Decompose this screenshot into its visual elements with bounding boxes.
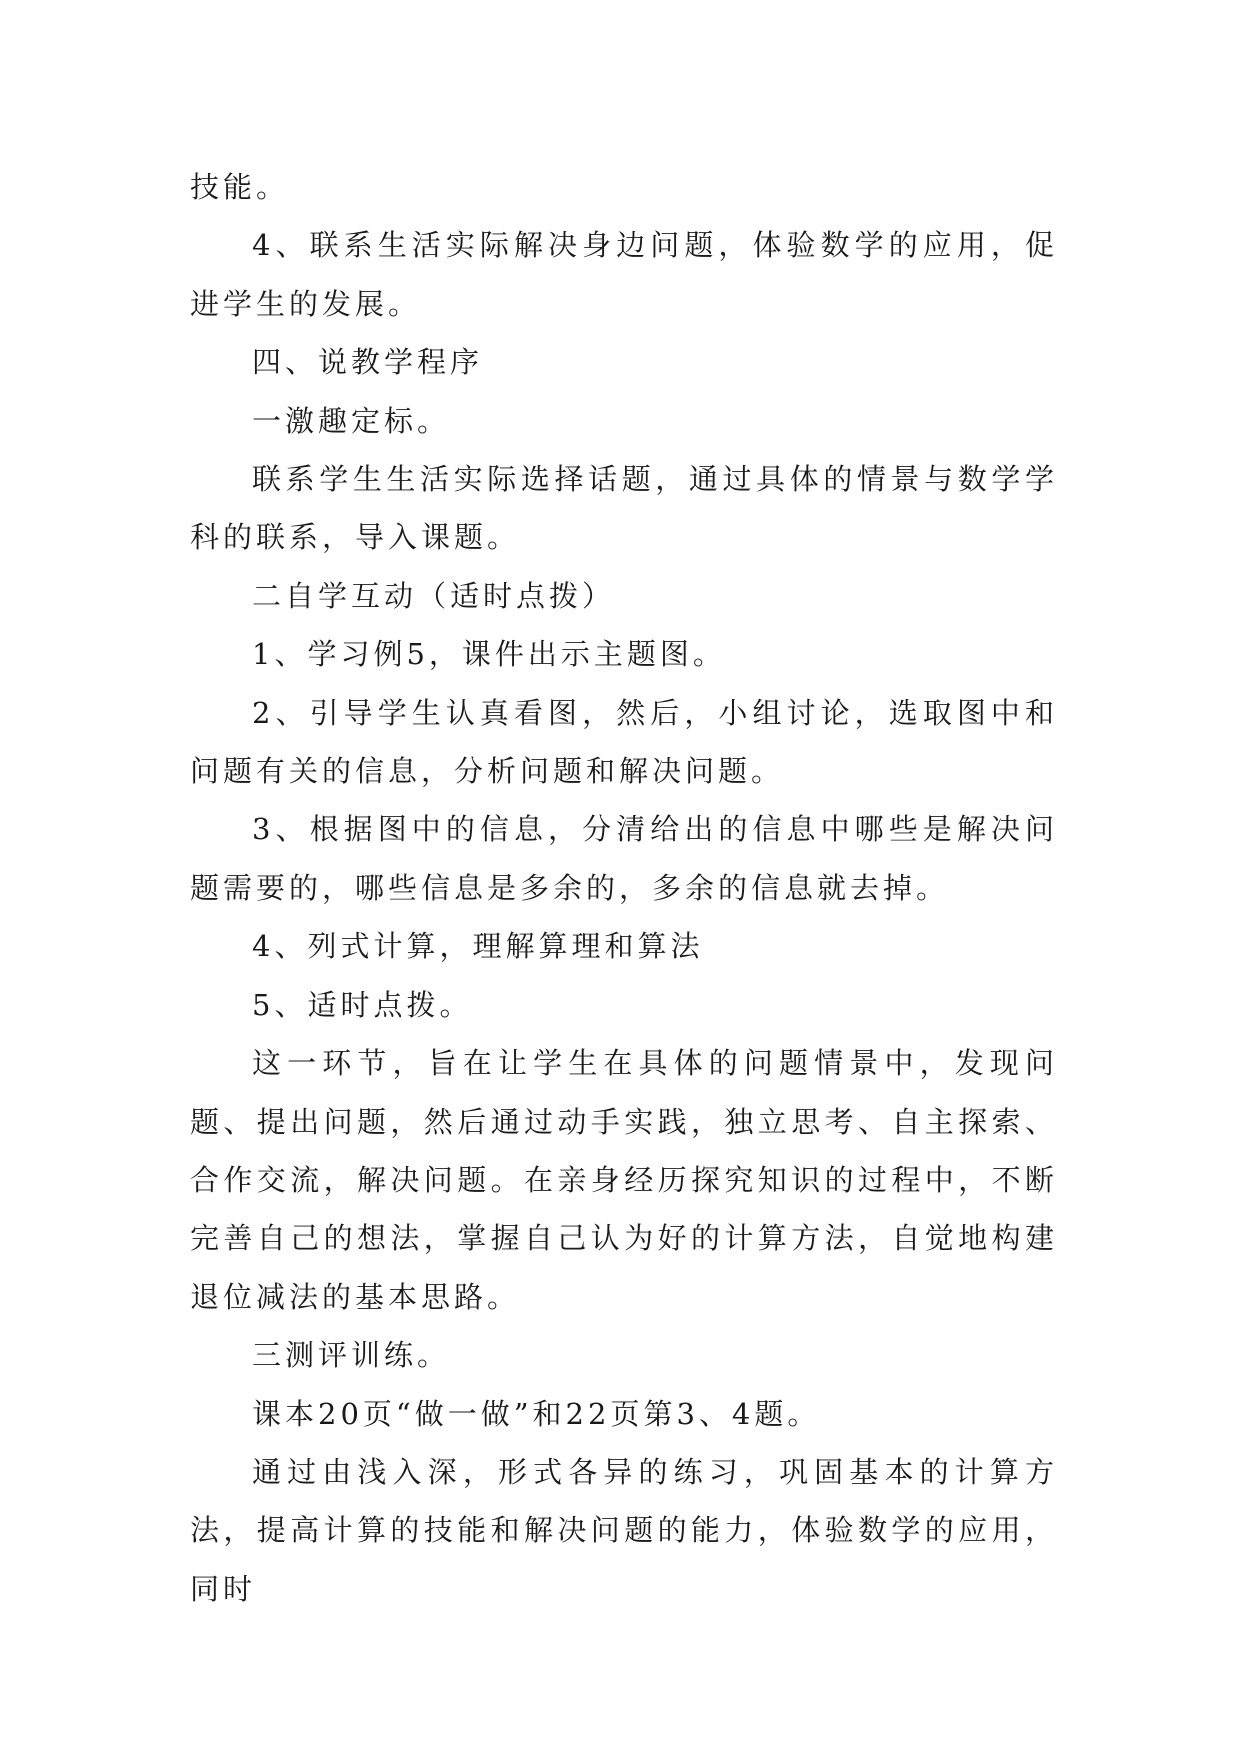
list-item: 4、列式计算，理解算理和算法 [252, 929, 704, 964]
subsection-heading: 一激趣定标。 [252, 403, 451, 438]
list-item: 5、适时点拨。 [252, 987, 473, 1022]
paragraph: 联系学生生活实际选择话题，通过具体的情景与数学学科的联系，导入课题。 [190, 462, 1058, 555]
subsection-heading: 二自学互动（适时点拨） [252, 578, 616, 613]
paragraph: 课本20页“做一做”和22页第3、4题。 [252, 1396, 821, 1431]
paragraph: 这一环节，旨在让学生在具体的问题情景中，发现问题、提出问题，然后通过动手实践，独立思考、自主探索、合作交流，解决问题。在亲身经历探究知识的过程中，不断完善自己的想法，掌握自己认为好的计算方法，自觉地构建退位减法的基本思路。 [190, 1046, 1058, 1314]
list-item: 3、根据图中的信息，分清给出的信息中哪些是解决问题需要的，哪些信息是多余的，多余的信息就去掉。 [190, 812, 1058, 905]
paragraph: 技能。 [190, 170, 290, 204]
paragraph: 通过由浅入深，形式各异的练习，巩固基本的计算方法，提高计算的技能和解决问题的能力，体验数学的应用，同时 [190, 1454, 1058, 1606]
section-heading: 四、说教学程序 [252, 345, 484, 380]
subsection-heading: 三测评训练。 [252, 1338, 451, 1373]
document-body [190, 158, 1058, 1618]
paragraph: 4、联系生活实际解决身边问题，体验数学的应用，促进学生的发展。 [190, 228, 1058, 321]
list-item: 2、引导学生认真看图，然后，小组讨论，选取图中和问题有关的信息，分析问题和解决问题。 [190, 695, 1058, 789]
list-item: 1、学习例5，课件出示主题图。 [252, 637, 726, 672]
